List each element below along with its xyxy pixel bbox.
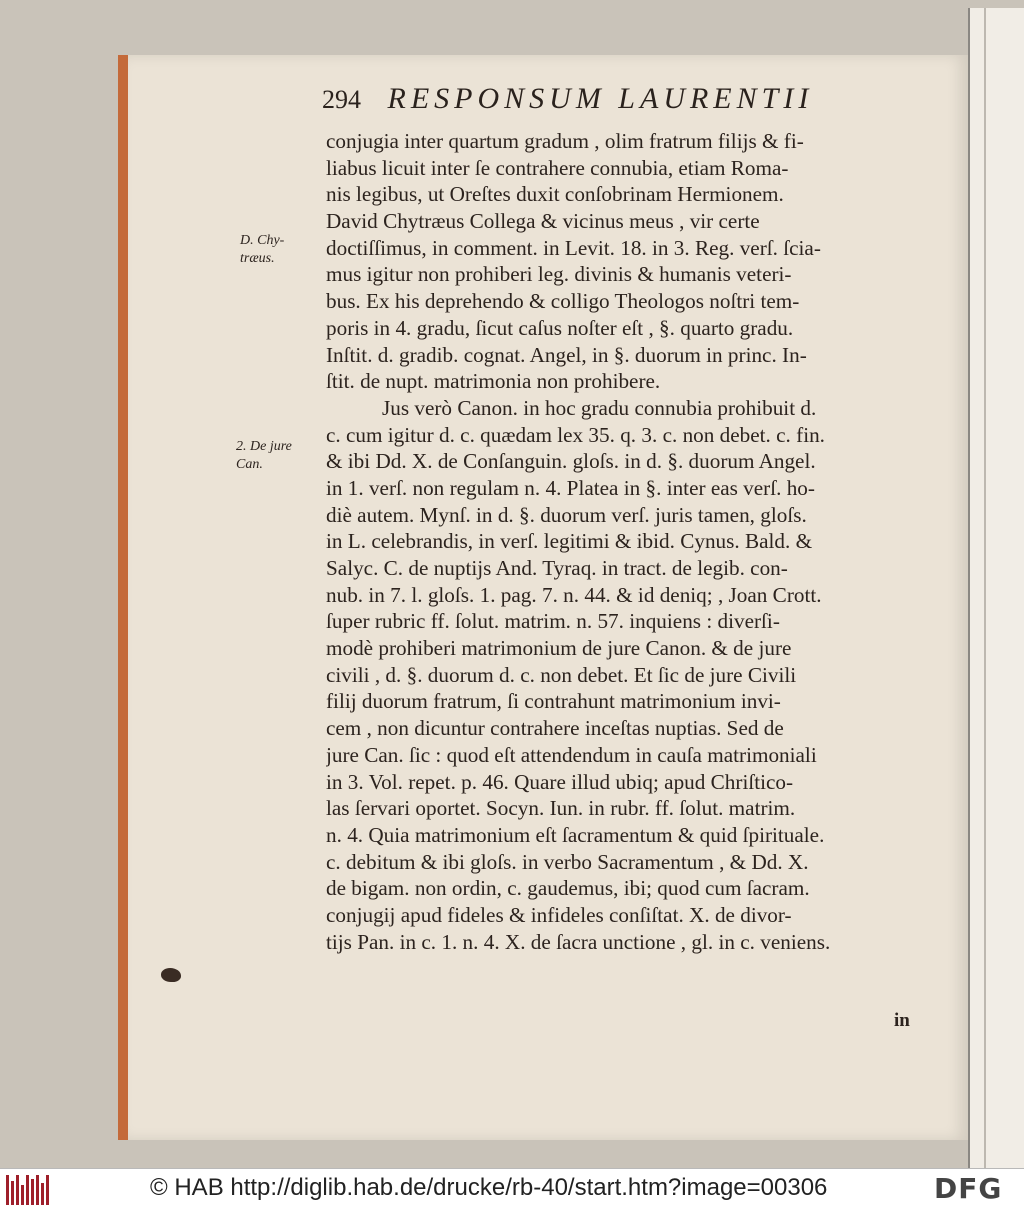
text-line: modè prohiberi matrimonium de jure Canon. & de jure (326, 636, 792, 661)
catchword: in (894, 1010, 910, 1031)
text-line: Salyc. C. de nuptijs And. Tyraq. in tract. de legib. con- (326, 556, 788, 580)
text-line: conjugia inter quartum gradum , olim fratrum filijs & fi- (326, 129, 804, 153)
text-line: filij duorum fratrum, ſi contrahunt matrimonium invi- (326, 689, 781, 714)
text-line: poris in 4. gradu, ſicut caſus noſter eſt , §. quarto gradu. (326, 315, 794, 340)
page-number: 294 (322, 85, 361, 114)
adjacent-page-edge (968, 8, 1024, 1168)
text-line: civili , d. §. duorum d. c. non debet. Et ſic de jure Civili (326, 662, 797, 687)
text-line: n. 4. Quia matrimonium eſt ſacramentum & quid ſpirituale. (326, 822, 825, 847)
text-line: bus. Ex his deprehendo & colligo Theologos noſtri tem- (326, 289, 800, 314)
text-line: Inſtit. d. gradib. cognat. Angel, in §. duorum in princ. In- (326, 342, 807, 367)
text-line: nub. in 7. l. gloſs. 1. pag. 7. n. 44. & id deniq; , Joan Crott. (326, 582, 822, 607)
text-line: jure Can. ſic : quod eſt attendendum in cauſa matrimoniali (326, 742, 817, 767)
ink-blot-mark (161, 968, 181, 982)
text-line: cem , non dicuntur contrahere inceſtas nuptias. Sed de (326, 716, 784, 741)
text-line: c. cum igitur d. c. quædam lex 35. q. 3. c. non debet. c. fin. (326, 422, 825, 447)
text-line: in 3. Vol. repet. p. 46. Quare illud ubiq; apud Chriſtico- (326, 769, 794, 794)
hab-barcode-logo-icon (6, 1175, 50, 1205)
page-spine-edge (118, 55, 128, 1140)
text-line: nis legibus, ut Oreſtes duxit conſobrinam Hermionem. (326, 182, 784, 207)
text-line: ſuper rubric ff. ſolut. matrim. n. 57. inquiens : diverſi- (326, 609, 780, 634)
text-line: c. debitum & ibi gloſs. in verbo Sacramentum , & Dd. X. (326, 849, 809, 874)
margin-note-chytraeus: D. Chy- træus. (240, 233, 285, 266)
dfg-logo: DFG (934, 1172, 1003, 1205)
text-line: David Chytræus Collega & vicinus meus , vir certe (326, 209, 760, 234)
text-line: doctiſſimus, in comment. in Levit. 18. in 3. Reg. verſ. ſcia- (326, 235, 821, 260)
margin-note-de-jure-can: 2. De jure Can. (236, 439, 292, 472)
running-head (322, 82, 882, 122)
text-line: in 1. verſ. non regulam n. 4. Platea in §. inter eas verſ. ho- (326, 475, 815, 500)
text-line: in L. celebrandis, in verſ. legitimi & ibid. Cynus. Bald. & (326, 529, 813, 554)
text-line: conjugij apud fideles & infideles conſiſtat. X. de divor- (326, 902, 792, 927)
text-line: de bigam. non ordin, c. gaudemus, ibi; quod cum ſacram. (326, 876, 810, 901)
text-line: las ſervari oportet. Socyn. Iun. in rubr. ff. ſolut. matrim. (326, 796, 796, 821)
running-head-title: RESPONSUM LAURENTII (387, 82, 814, 115)
text-line: diè autem. Mynſ. in d. §. duorum verſ. juris tamen, gloſs. (326, 502, 807, 527)
text-line: Jus verò Canon. in hoc gradu connubia prohibuit d. (382, 395, 817, 420)
citation-link[interactable]: © HAB http://diglib.hab.de/drucke/rb-40/start.htm?image=00306 (150, 1174, 828, 1201)
viewer-footer (0, 1168, 1024, 1210)
text-line: & ibi Dd. X. de Conſanguin. gloſs. in d. §. duorum Angel. (326, 449, 816, 474)
text-line: mus igitur non prohiberi leg. divinis & humanis veteri- (326, 262, 792, 287)
text-line: ſtit. de nupt. matrimonia non prohibere. (326, 369, 661, 394)
text-line: liabus licuit inter ſe contrahere connubia, etiam Roma- (326, 155, 789, 180)
text-line: tijs Pan. in c. 1. n. 4. X. de ſacra unctione , gl. in c. veniens. (326, 929, 831, 954)
body-text (326, 128, 922, 955)
